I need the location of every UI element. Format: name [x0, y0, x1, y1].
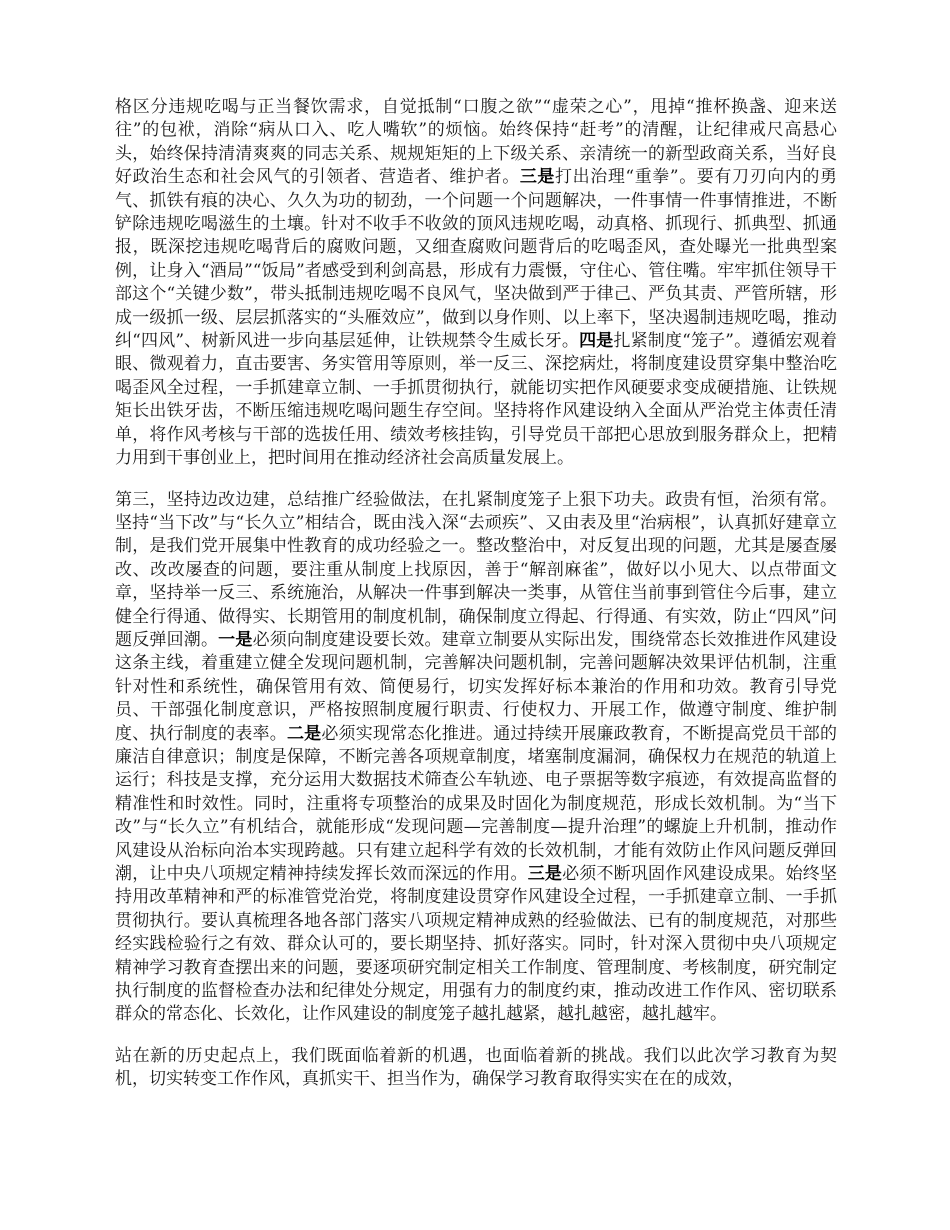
paragraph-2-text-4: 必须不断巩固作风建设成果。始终坚持用改革精神和严的标准管党治党，将制度建设贯穿作风建设全过程，一手抓建章立制、一手抓贯彻执行。要认真梳理各地各部门落实八项规定精神成熟的经验做法、已有的制度规范，对那些经实践检验行之有效、群众认可的，要长期坚持、抓好落实。同时，针对深入贯彻中央八项规定精神学习教育查摆出来的问题，要逐项研究制定相关工作制度、管理制度、考核制度，研究制定执行制度的监督检查办法和纪律处分规定，用强有力的制度约束，推动改进工作作风、密切联系群众的常态化、长效化，让作风建设的制度笼子越扎越紧，越扎越密，越扎越牢。 — [115, 864, 838, 1025]
paragraph-1-text-1: 格区分违规吃喝与正当餐饮需求，自觉抵制“口腹之欲”“虚荣之心”，甩掉“推杯换盏、迎来送往”的包袱，消除“病从口入、吃人嘴软”的烦恼。始终保持“赶考”的清醒，让纪律戒尺高悬心头，始终保持清清爽爽的同志关系、规规矩矩的上下级关系、亲清统一的新型政商关系，当好良好政治生态和社会风气的引领者、营造者、维护者。 — [115, 97, 837, 188]
paragraph-3 — [115, 1045, 837, 1092]
paragraph-1-text-3: 扎紧制度“笼子”。遵循宏观着眼、微观着力，直击要害、务实管用等原则，举一反三、深挖病灶，将制度建设贯穿集中整治吃喝歪风全过程，一手抓建章立制、一手抓贯彻执行，就能切实把作风硬要求变成硬措施、让铁规矩长出铁牙齿，不断压缩违规吃喝问题生存空间。坚持将作风建设纳入全面从严治党主体责任清单，将作风考核与干部的选拔任用、绩效考核挂钩，引导党员干部把心思放到服务群众上，把精力用到干事创业上，把时间用在推动经济社会高质量发展上。 — [115, 331, 838, 469]
paragraph-2-marker-two: 二是 — [286, 723, 322, 744]
paragraph-1-marker-four: 四是 — [579, 331, 614, 352]
paragraph-2-marker-three: 三是 — [527, 864, 563, 884]
paragraph-1-text-2: 打出治理“重拳”。要有刀刃向内的勇气、抓铁有痕的决心、久久为功的韧劲，一个问题一个问题解决，一件事情一件事情推进，不断铲除违规吃喝滋生的土壤。针对不收手不收敛的顶风违规吃喝，动真格、抓现行、抓典型、抓通报，既深挖违规吃喝背后的腐败问题，又细查腐败问题背后的吃喝歪风，查处曝光一批典型案例，让身入“酒局”“饭局”者感受到利剑高悬，形成有力震慑，守住心、管住嘴。牢牢抓住领导干部这个“关键少数”，带头抵制违规吃喝不良风气，坚决做到严于律己、严负其责、严管所辖，形成一级抓一级、层层抓落实的“头雁效应”，做到以身作则、以上率下，坚决遏制违规吃喝，推动纠“四风”、树新风进一步向基层延伸，让铁规禁令生威长牙。 — [115, 167, 838, 352]
paragraph-2 — [115, 489, 837, 1027]
paragraph-3-text-1: 站在新的历史起点上，我们既面临着新的机遇，也面临着新的挑战。我们以此次学习教育为契机，切实转变工作作风，真抓实干、担当作为，确保学习教育取得实实在在的成效， — [115, 1045, 837, 1090]
paragraph-2-text-2: 必须向制度建设要长效。建章立制要从实际出发，围绕常态长效推进作风建设这条主线，着重建立健全发现问题机制，完善解决问题机制，完善问题解决效果评估机制，注重针对性和系统性，确保管用有效、简便易行，切实发挥好标本兼治的作用和功效。教育引导党员、干部强化制度意识，严格按照制度履行职责、行使权力、开展工作，做遵守制度、维护制度、执行制度的表率。 — [115, 629, 837, 744]
paragraph-1-marker-three: 三是 — [519, 167, 556, 188]
paragraph-2-text-3: 必须实现常态化推进。通过持续开展廉政教育，不断提高党员干部的廉洁自律意识；制度是保障，不断完善各项规章制度，堵塞制度漏洞，确保权力在规范的轨道上运行；科技是支撑，充分运用大数据技术筛查公车轨迹、电子票据等数字痕迹，有效提高监督的精准性和时效性。同时，注重将专项整治的成果及时固化为制度规范，形成长效机制。为“当下改”与“长久立”有机结合，就能形成“发现问题—完善制度—提升治理”的螺旋上升机制，推动作风建设从治标向治本实现跨越。只有建立起科学有效的长效机制，才能有效防止作风问题反弹回潮，让中央八项规定精神持续发挥长效而深远的作用。 — [115, 723, 838, 884]
paragraph-1 — [115, 96, 837, 471]
paragraph-2-text-1: 第三，坚持边改边建，总结推广经验做法，在扎紧制度笼子上狠下功夫。政贵有恒，治须有常。坚持“当下改”与“长久立”相结合，既由浅入深“去顽疾”、又由表及里“治病根”，认真抓好建章立制，是我们党开展集中性教育的成功经验之一。整改整治中，对反复出现的问题，尤其是屡查屡改、改改屡查的问题，要注重从制度上找原因，善于“解剖麻雀”，做好以小见大、以点带面文章，坚持举一反三、系统施治，从解决一件事到解决一类事，从管住当前事到管住今后事，建立健全行得通、做得实、长期管用的制度机制，确保制度立得起、行得通、有实效，防止“四风”问题反弹回潮。 — [115, 489, 837, 650]
document-body — [115, 96, 837, 1092]
paragraph-2-marker-one: 一是 — [218, 629, 253, 650]
